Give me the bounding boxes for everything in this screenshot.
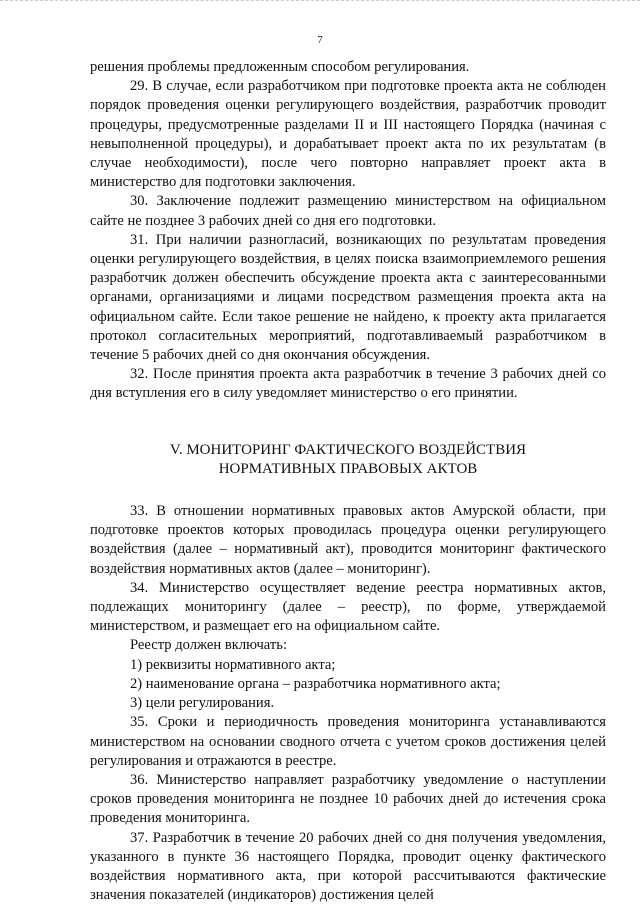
section-heading [90,441,606,479]
paragraph: 29. В случае, если разработчиком при подготовке проекта акта не соблюден порядок проведения оценки регулирующего воздействия, разработчик проводит процедуры, предусмотренные разделами II и III настоящего Порядка (начиная с невыполненной процедуры), и дорабатывает проект акта по их результатам (в случае необходимости), после чего повторно направляет проект акта в министерство для подготовки заключения. [90,78,606,191]
section-title-line-2: НОРМАТИВНЫХ ПРАВОВЫХ АКТОВ [218,460,478,477]
paragraph: 35. Сроки и периодичность проведения мониторинга устанавливаются министерством на основании сводного отчета с учетом сроков достижения целей регулирования и отражаются в реестре. [90,714,606,769]
section-title-line-1: V. МОНИТОРИНГ ФАКТИЧЕСКОГО ВОЗДЕЙСТВИЯ [169,441,527,458]
page-number: 7 [317,34,323,46]
paragraph: 36. Министерство направляет разработчику уведомление о наступлении сроков проведения мониторинга не позднее 10 рабочих дней до истечения срока проведения мониторинга. [90,771,606,827]
paragraph: 3) цели регулирования. [130,695,275,712]
paragraph: решения проблемы предложенным способом регулирования. [90,59,470,75]
paragraphs-after-section [90,502,606,905]
paragraph: 2) наименование органа – разработчика нормативного акта; [130,675,501,692]
paragraph: 32. После принятия проекта акта разработчик в течение 3 рабочих дней со дня вступления его в силу уведомляет министерство о его принятии. [90,366,606,402]
paragraphs-before-section [90,58,606,404]
paragraph: 33. В отношении нормативных правовых актов Амурской области, при подготовке проектов которых проводилась процедура оценки регулирующего воздействия (далее – нормативный акт), проводится мониторинг фактического воздействия нормативных актов (далее – мониторинг). [90,503,606,577]
paragraph: 31. При наличии разногласий, возникающих по результатам проведения оценки регулирующего воздействия, в целях поиска взаимоприемлемого решения разработчик должен обеспечить обсуждение проекта акта с заинтересованными органами, организациями и лицами посредством размещения проекта акта на официальном сайте. Если такое решение не найдено, к проекту акта прилагается протокол согласительных мероприятий, подготавливаемый разработчиком в течение 5 рабочих дней со дня окончания обсуждения. [90,231,606,364]
paragraph: 34. Министерство осуществляет ведение реестра нормативных актов, подлежащих мониторингу (далее – реестр), по форме, утверждаемой министерством, и размещает его на официальном сайте. [90,579,606,635]
scan-edge [0,0,640,4]
paragraph: Реестр должен включать: [130,637,287,654]
document-body [90,58,606,905]
paragraph: 30. Заключение подлежит размещению министерством на официальном сайте не позднее 3 рабочих дней со дня его подготовки. [90,193,606,229]
paragraph: 37. Разработчик в течение 20 рабочих дней со дня получения уведомления, указанного в пункте 36 настоящего Порядка, проводит оценку фактического воздействия нормативного акта, при которой рассчитываются фактические значения показателей (индикаторов) достижения целей [90,829,606,904]
paragraph: 1) реквизиты нормативного акта; [130,656,336,673]
